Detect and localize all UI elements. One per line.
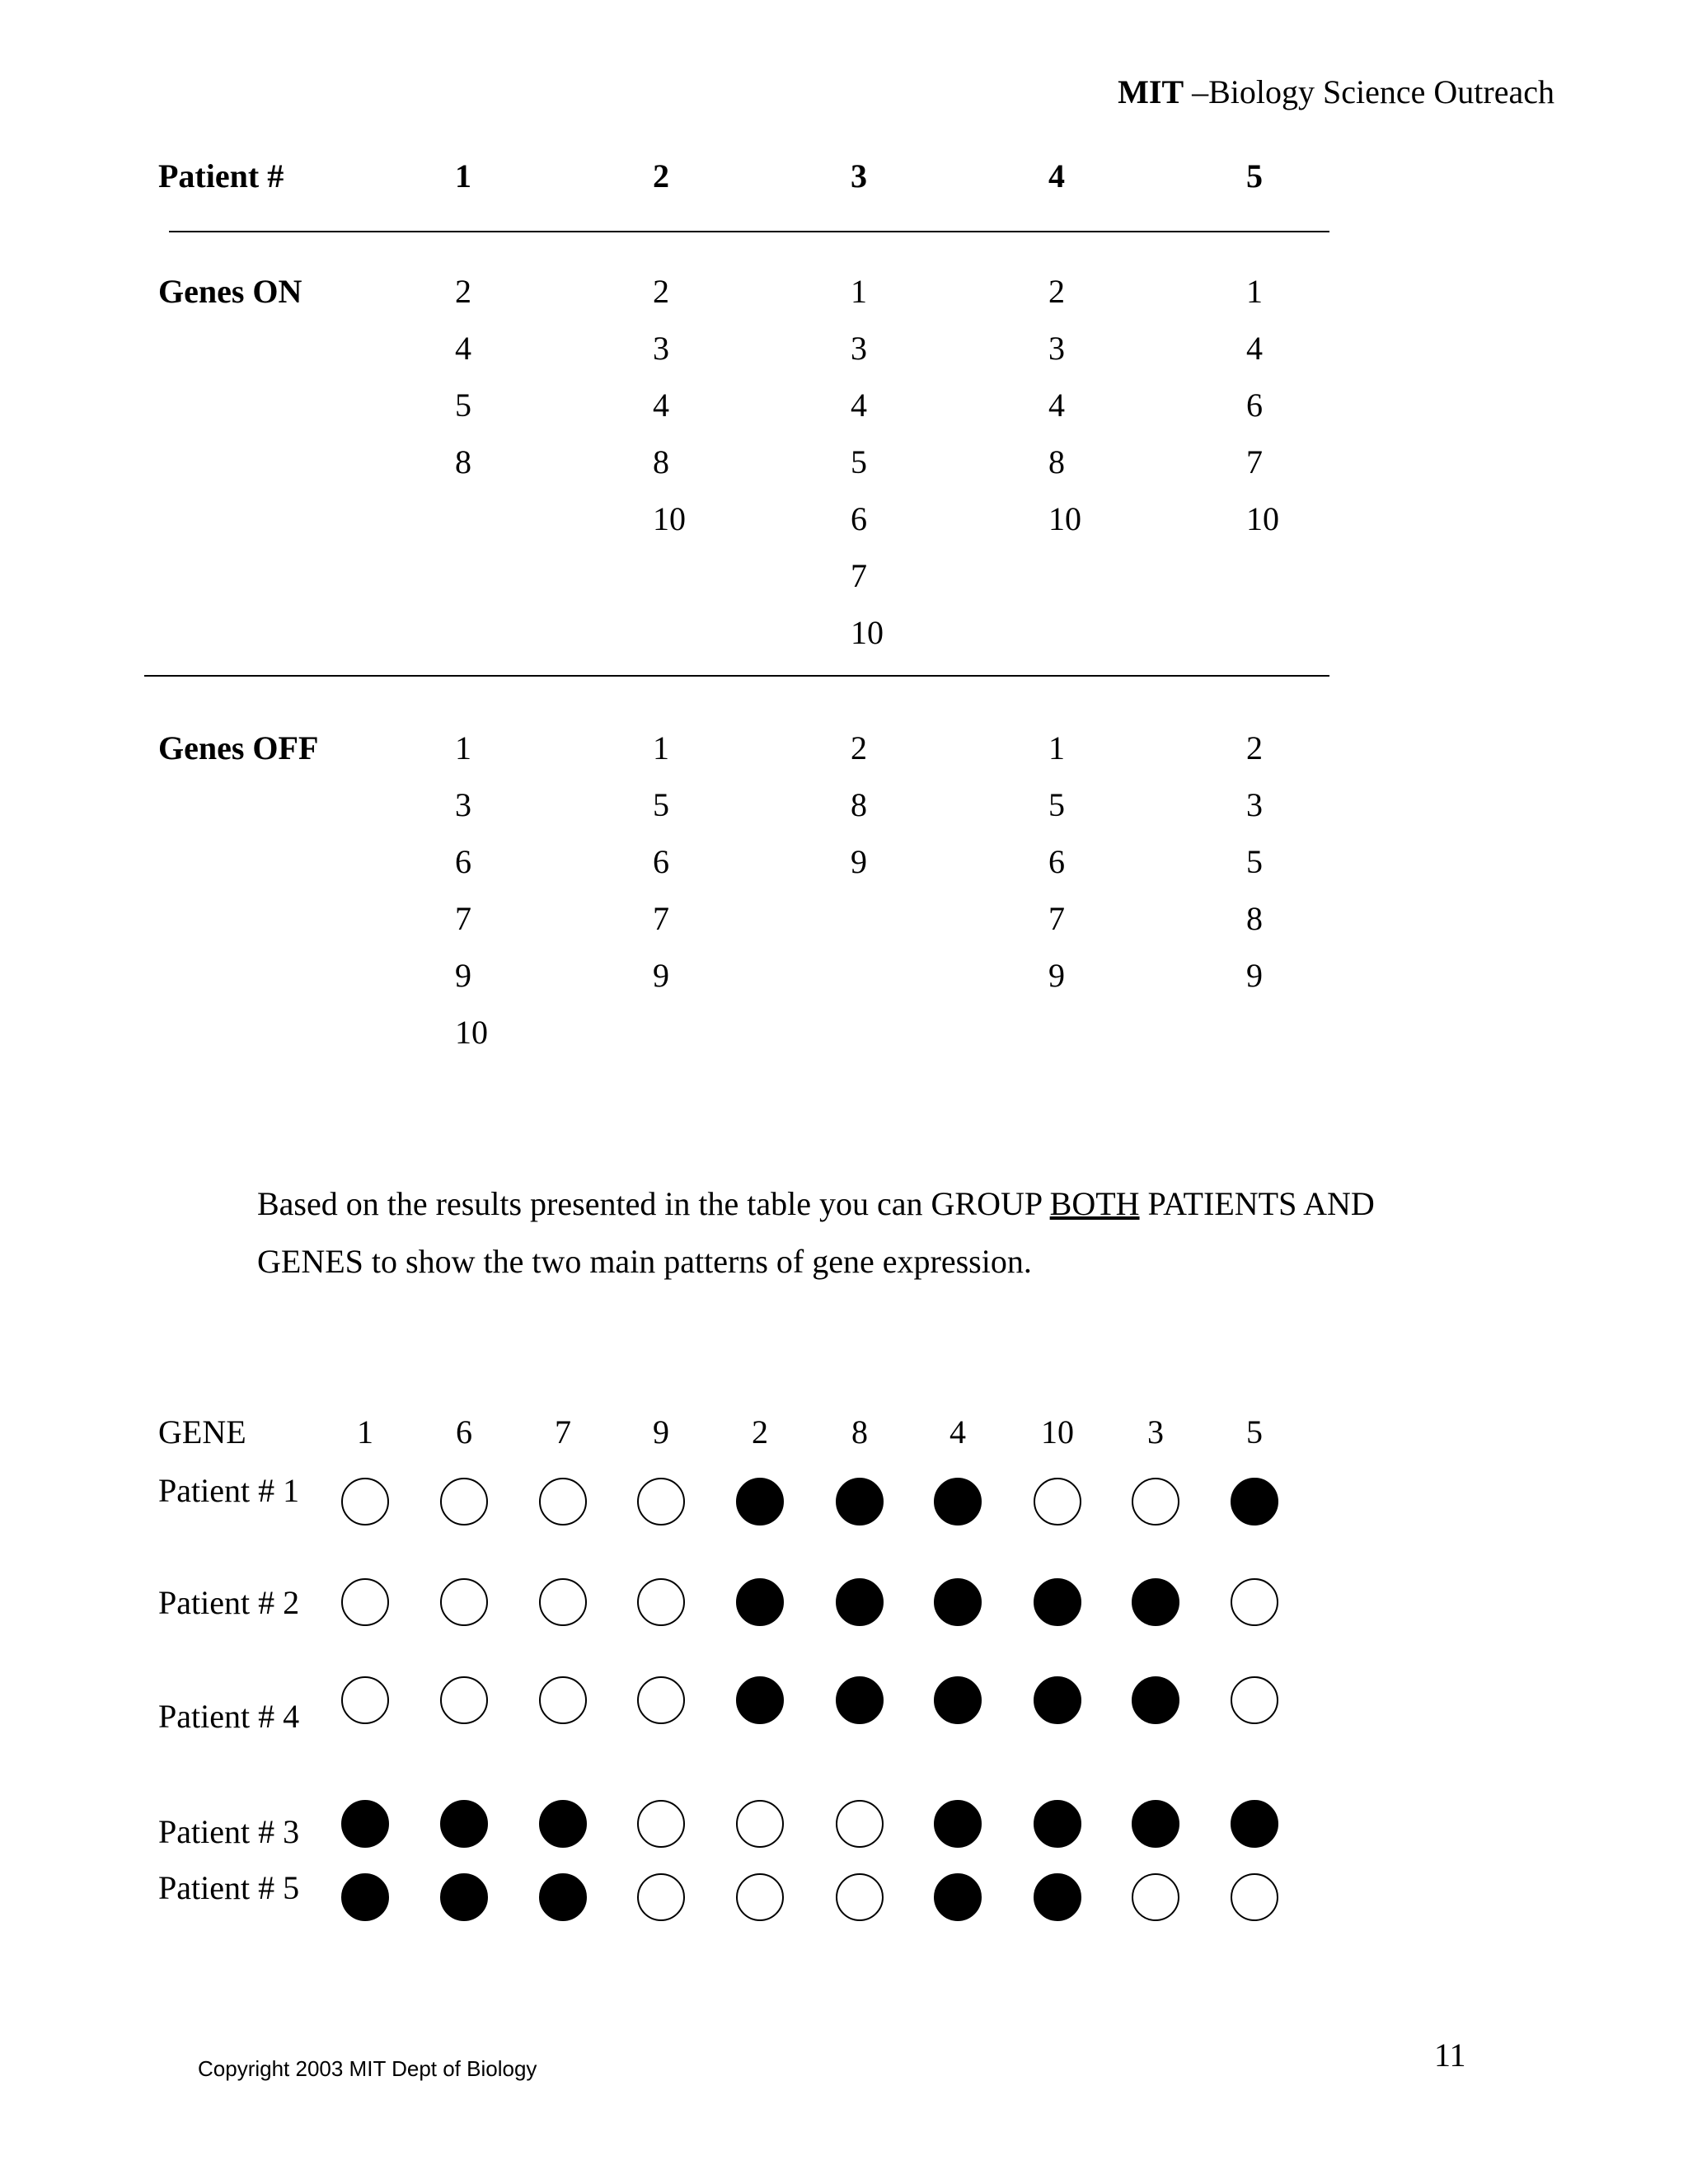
gene-off-cell: 8 (851, 786, 867, 823)
gene-on-dot (736, 1676, 784, 1724)
gene-off-cell: 2 (851, 729, 867, 766)
table-header-patient: 3 (851, 157, 867, 194)
gene-off-dot (637, 1578, 685, 1626)
gene-column-label: 7 (555, 1413, 571, 1451)
gene-off-dot (539, 1478, 587, 1526)
gene-column-label: 8 (851, 1413, 868, 1451)
table-top-rule (169, 231, 1329, 232)
gene-on-dot (934, 1578, 982, 1626)
gene-on-dot (934, 1800, 982, 1848)
gene-on-dot (934, 1873, 982, 1921)
gene-off-cell: 7 (653, 900, 669, 937)
gene-column-label: 1 (357, 1413, 373, 1451)
gene-off-cell: 6 (653, 843, 669, 880)
gene-off-cell: 10 (455, 1014, 488, 1051)
gene-off-dot (539, 1676, 587, 1724)
gene-off-cell: 3 (455, 786, 471, 823)
gene-on-cell: 3 (851, 330, 867, 367)
gene-on-dot (1034, 1676, 1081, 1724)
gene-off-cell: 6 (455, 843, 471, 880)
gene-off-dot (440, 1676, 488, 1724)
gene-on-cell: 4 (653, 387, 669, 424)
gene-off-dot (637, 1676, 685, 1724)
gene-on-dot (1132, 1800, 1179, 1848)
gene-on-cell: 10 (653, 500, 686, 537)
gene-off-cell: 1 (455, 729, 471, 766)
page-number: 11 (1434, 2036, 1466, 2074)
gene-on-dot (736, 1478, 784, 1526)
gene-off-dot (341, 1478, 389, 1526)
gene-on-dot (1231, 1478, 1278, 1526)
table-header-label: Patient # (158, 157, 284, 194)
gene-on-cell: 6 (1246, 387, 1263, 424)
gene-off-dot (637, 1873, 685, 1921)
gene-on-dot (1132, 1578, 1179, 1626)
gene-off-dot (836, 1800, 884, 1848)
gene-off-dot (1231, 1873, 1278, 1921)
copyright: Copyright 2003 MIT Dept of Biology (198, 2056, 537, 2081)
gene-off-dot (1132, 1478, 1179, 1526)
gene-on-cell: 6 (851, 500, 867, 537)
gene-on-cell: 2 (1048, 273, 1065, 310)
gene-off-cell: 9 (653, 957, 669, 994)
gene-on-dot (1231, 1800, 1278, 1848)
instruction-line-1 (257, 1184, 1375, 1223)
gene-off-cell: 9 (455, 957, 471, 994)
gene-on-cell: 8 (653, 443, 669, 480)
gene-on-cell: 5 (851, 443, 867, 480)
table-header-patient: 1 (455, 157, 471, 194)
gene-on-cell: 3 (1048, 330, 1065, 367)
gene-off-cell: 6 (1048, 843, 1065, 880)
gene-on-cell: 8 (455, 443, 471, 480)
gene-off-cell: 2 (1246, 729, 1263, 766)
page-header (1118, 73, 1554, 111)
gene-on-cell: 10 (851, 614, 884, 651)
gene-on-cell: 1 (1246, 273, 1263, 310)
gene-column-label: 2 (752, 1413, 768, 1451)
gene-off-cell: 9 (1048, 957, 1065, 994)
gene-on-cell: 7 (851, 557, 867, 594)
gene-column-label: 4 (950, 1413, 966, 1451)
gene-on-cell: 4 (1048, 387, 1065, 424)
genes-off-label: Genes OFF (158, 729, 319, 766)
gene-off-dot (637, 1478, 685, 1526)
gene-off-dot (1231, 1676, 1278, 1724)
gene-off-cell: 5 (1246, 843, 1263, 880)
gene-on-cell: 10 (1246, 500, 1279, 537)
table-mid-rule (144, 675, 1329, 677)
gene-on-dot (1034, 1873, 1081, 1921)
gene-off-dot (341, 1578, 389, 1626)
gene-header-label: GENE (158, 1413, 246, 1451)
gene-on-cell: 2 (653, 273, 669, 310)
gene-on-dot (934, 1478, 982, 1526)
gene-off-cell: 5 (653, 786, 669, 823)
gene-on-cell: 10 (1048, 500, 1081, 537)
gene-off-dot (440, 1478, 488, 1526)
gene-off-cell: 8 (1246, 900, 1263, 937)
gene-on-cell: 5 (455, 387, 471, 424)
instruction-line-2: GENES to show the two main patterns of gene expression. (257, 1243, 1032, 1280)
instruction-text-a: Based on the results presented in the table you can GROUP (257, 1185, 1050, 1222)
gene-on-dot (1034, 1578, 1081, 1626)
gene-on-dot (440, 1873, 488, 1921)
gene-on-cell: 4 (455, 330, 471, 367)
header-title: –Biology Science Outreach (1184, 73, 1554, 110)
gene-on-dot (341, 1800, 389, 1848)
gene-on-dot (1132, 1676, 1179, 1724)
gene-on-cell: 3 (653, 330, 669, 367)
gene-off-cell: 9 (1246, 957, 1263, 994)
gene-column-label: 9 (653, 1413, 669, 1451)
gene-column-label: 3 (1147, 1413, 1164, 1451)
gene-off-cell: 9 (851, 843, 867, 880)
gene-off-dot (1034, 1478, 1081, 1526)
gene-off-cell: 7 (1048, 900, 1065, 937)
gene-on-dot (341, 1873, 389, 1921)
gene-on-dot (836, 1676, 884, 1724)
gene-off-dot (836, 1873, 884, 1921)
table-header-patient: 5 (1246, 157, 1263, 194)
gene-on-dot (539, 1800, 587, 1848)
gene-on-dot (934, 1676, 982, 1724)
gene-on-cell: 1 (851, 273, 867, 310)
gene-off-cell: 1 (653, 729, 669, 766)
patient-row-label: Patient # 1 (158, 1472, 300, 1509)
gene-off-dot (637, 1800, 685, 1848)
gene-off-dot (736, 1800, 784, 1848)
gene-on-dot (836, 1478, 884, 1526)
patient-row-label: Patient # 4 (158, 1698, 300, 1735)
gene-off-cell: 5 (1048, 786, 1065, 823)
gene-on-cell: 7 (1246, 443, 1263, 480)
gene-on-dot (440, 1800, 488, 1848)
patient-row-label: Patient # 5 (158, 1869, 300, 1906)
gene-off-dot (341, 1676, 389, 1724)
gene-on-dot (836, 1578, 884, 1626)
gene-on-cell: 4 (1246, 330, 1263, 367)
patient-row-label: Patient # 2 (158, 1584, 300, 1621)
header-org: MIT (1118, 73, 1184, 110)
gene-off-dot (1231, 1578, 1278, 1626)
gene-on-cell: 8 (1048, 443, 1065, 480)
genes-on-label: Genes ON (158, 273, 302, 310)
gene-on-dot (1034, 1800, 1081, 1848)
table-header-patient: 2 (653, 157, 669, 194)
gene-column-label: 10 (1041, 1413, 1074, 1451)
instruction-text-b: PATIENTS AND (1139, 1185, 1375, 1222)
gene-off-cell: 3 (1246, 786, 1263, 823)
gene-column-label: 5 (1246, 1413, 1263, 1451)
gene-off-dot (539, 1578, 587, 1626)
gene-on-cell: 2 (455, 273, 471, 310)
gene-off-dot (440, 1578, 488, 1626)
gene-on-cell: 4 (851, 387, 867, 424)
gene-off-dot (1132, 1873, 1179, 1921)
table-header-patient: 4 (1048, 157, 1065, 194)
gene-on-dot (736, 1578, 784, 1626)
gene-off-cell: 1 (1048, 729, 1065, 766)
gene-off-dot (736, 1873, 784, 1921)
gene-column-label: 6 (456, 1413, 472, 1451)
gene-on-dot (539, 1873, 587, 1921)
patient-row-label: Patient # 3 (158, 1813, 300, 1850)
gene-off-cell: 7 (455, 900, 471, 937)
instruction-underlined: BOTH (1049, 1185, 1140, 1222)
